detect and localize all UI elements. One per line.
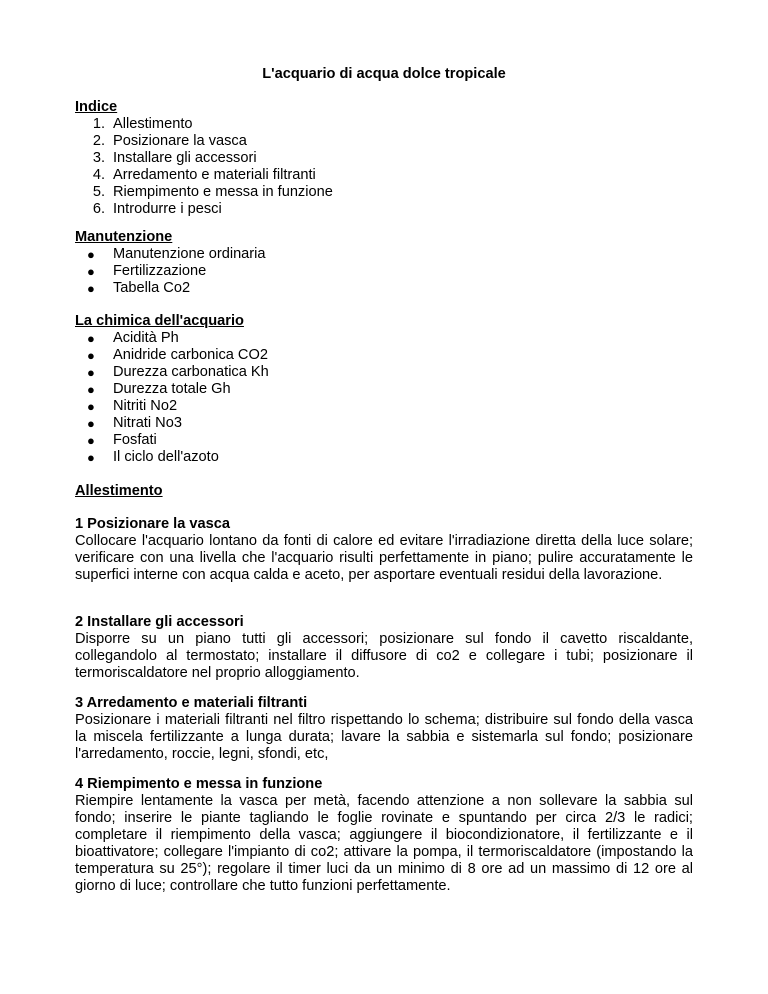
bullet-icon: ● [87,331,95,346]
index-item-number: 3. [92,150,105,166]
section-paragraph: Posizionare i materiali filtranti nel filtro rispettando lo schema; distribuire sul fondo della vasca la miscela fertilizzante a lunga durata; lavare la sabbia e sistemarla sul fondo; posizionare l'arredamento, roccie, legni, sfondi, etc, [75,712,693,762]
list-item [75,449,693,466]
section-title: 1 Posizionare la vasca [75,516,230,532]
list-item [75,347,693,364]
index-heading: Indice [75,99,118,115]
index-item [75,116,693,133]
bullet-icon: ● [87,399,95,414]
list-item [75,432,693,449]
index-item-number: 4. [92,167,105,183]
page-title: L'acquario di acqua dolce tropicale [262,66,506,82]
list-item [75,415,693,432]
bullet-icon: ● [87,416,95,431]
index-item-label: Riempimento e messa in funzione [113,184,333,200]
list-item-label: Acidità Ph [113,330,179,346]
allestimento-heading-block [75,483,693,500]
list-item [75,330,693,347]
bullet-icon: ● [87,348,95,363]
list-item [75,364,693,381]
section-title: 4 Riempimento e messa in funzione [75,776,323,792]
list-item [75,381,693,398]
section-title: 3 Arredamento e materiali filtranti [75,695,308,711]
manutenzione-heading: Manutenzione [75,229,173,245]
chimica-section [75,313,693,466]
list-item [75,280,693,297]
index-item-label: Arredamento e materiali filtranti [113,167,316,183]
bullet-icon: ● [87,365,95,380]
index-item-number: 6. [92,201,105,217]
list-item-label: Manutenzione ordinaria [113,246,266,262]
index-list [75,116,693,218]
chimica-heading: La chimica dell'acquario [75,313,244,329]
list-item [75,398,693,415]
list-item-label: Anidride carbonica CO2 [113,347,268,363]
list-item-label: Il ciclo dell'azoto [113,449,219,465]
bullet-icon: ● [87,450,95,465]
list-item-label: Tabella Co2 [113,280,191,296]
index-item [75,133,693,150]
index-item-label: Allestimento [113,116,193,132]
index-section [75,99,693,218]
list-item-label: Nitrati No3 [113,415,182,431]
section-paragraph: Riempire lentamente la vasca per metà, facendo attenzione a non sollevare la sabbia sul fondo; inserire le piante tagliando le foglie rovinate e spuntando per circa 2/3 le radici; completare il riempimento della vasca; aggiungere il biocondizionatore, il fertilizzante e il bioattivatore; collegare l'impianto di co2; attivare la pompa, il termoriscaldatore (impostando la temperatura su 25°); regolare il timer luci da un minimo di 8 ore ad un massimo di 12 ore al giorno di luce; controllare che tutto funzioni perfettamente. [75,793,693,894]
section-riempimento [75,776,693,895]
index-item-label: Posizionare la vasca [113,133,247,149]
index-item [75,201,693,218]
index-item-label: Installare gli accessori [113,150,257,166]
section-paragraph: Disporre su un piano tutti gli accessori; posizionare sul fondo il cavetto riscaldante, collegandolo al termostato; installare il diffusore di co2 e collegare i tubi; posizionare il termoriscaldatore nel proprio alloggiamento. [75,631,693,681]
list-item-label: Fertilizzazione [113,263,207,279]
index-item [75,184,693,201]
list-item [75,263,693,280]
section-arredamento [75,695,693,763]
bullet-icon: ● [87,281,95,296]
bullet-icon: ● [87,433,95,448]
list-item-label: Fosfati [113,432,157,448]
list-item [75,246,693,263]
bullet-icon: ● [87,382,95,397]
bullet-icon: ● [87,247,95,262]
allestimento-heading: Allestimento [75,483,163,499]
index-item-number: 1. [92,116,105,132]
list-item-label: Durezza totale Gh [113,381,231,397]
bullet-icon: ● [87,264,95,279]
chimica-list [75,330,693,466]
list-item-label: Durezza carbonatica Kh [113,364,269,380]
section-posizionare [75,516,693,584]
section-title: 2 Installare gli accessori [75,614,244,630]
index-item-number: 2. [92,133,105,149]
section-accessori [75,614,693,682]
index-item-number: 5. [92,184,105,200]
index-item [75,150,693,167]
index-item [75,167,693,184]
list-item-label: Nitriti No2 [113,398,178,414]
section-paragraph: Collocare l'acquario lontano da fonti di calore ed evitare l'irradiazione diretta della luce solare; verificare con una livella che l'acquario risulti perfettamente in piano; pulire accuratamente le superfici interne con acqua calda e aceto, per asportare eventuali residui della lavorazione. [75,533,693,583]
index-item-label: Introdurre i pesci [113,201,222,217]
manutenzione-list [75,246,693,297]
manutenzione-section [75,229,693,297]
